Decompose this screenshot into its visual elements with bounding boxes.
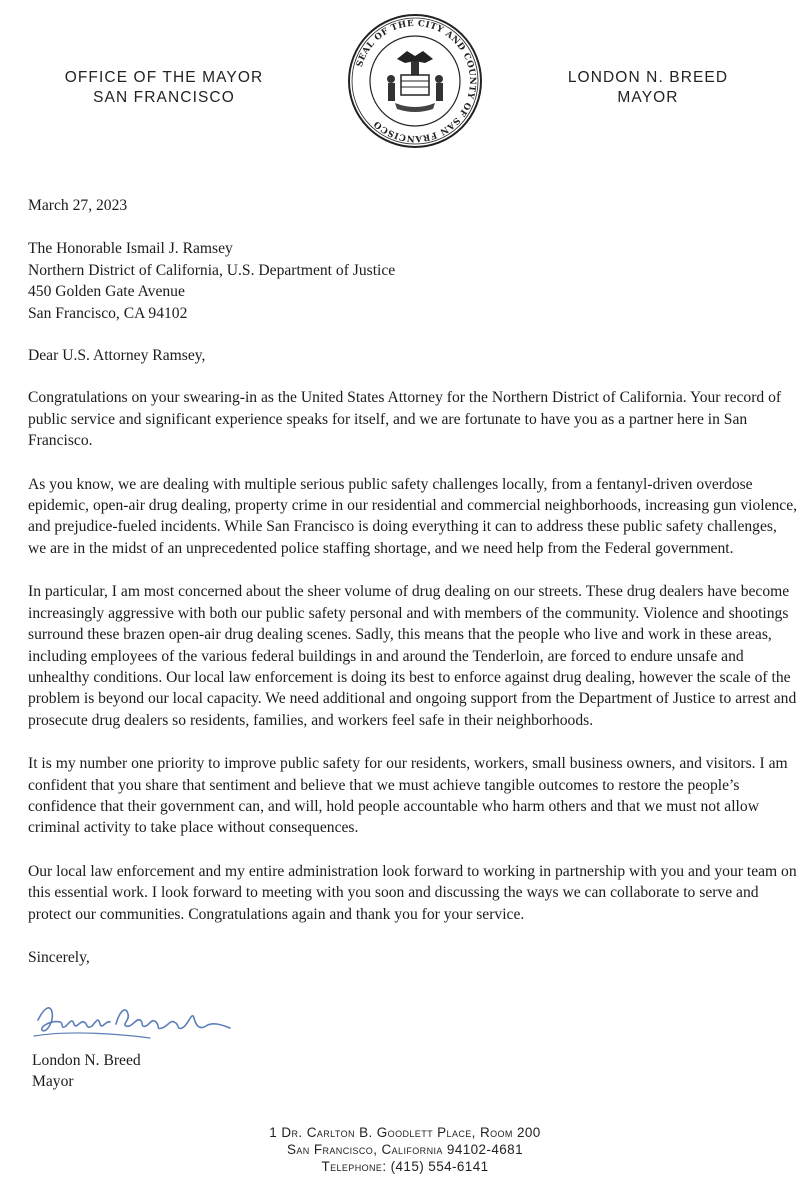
footer-city: San Francisco, California 94102-4681 (287, 1142, 523, 1157)
salutation: Dear U.S. Attorney Ramsey, (28, 347, 206, 365)
office-city: SAN FRANCISCO (93, 89, 235, 106)
recipient-line: The Honorable Ismail J. Ramsey (28, 240, 233, 258)
recipient-line: San Francisco, CA 94102 (28, 304, 188, 322)
office-title: OFFICE OF THE MAYOR (64, 69, 264, 86)
letter-body (28, 195, 798, 968)
recipient-line: 450 Golden Gate Avenue (28, 283, 185, 301)
paragraph-challenges: As you know, we are dealing with multiple serious public safety challenges locally, from a fentanyl-driven overdose epidemic, open-air drug dealing, property crime in our residential and commercial neighborhoods, increasing gun violence, and prejudice-fueled incidents. While San Francisco is doing everything it can to address these public safety challenges, we are in the midst of an unprecedented police staffing shortage, and we need help from the Federal government. (28, 475, 798, 557)
signer-name: London N. Breed (32, 1052, 141, 1069)
mayor-name-header: LONDON N. BREED (567, 69, 729, 86)
letter-footer (190, 1124, 620, 1175)
recipient-line: Northern District of California, U.S. Department of Justice (28, 261, 396, 279)
signature-image (30, 990, 250, 1050)
paragraph-partnership: Our local law enforcement and my entire administration look forward to working in partnership with you and your team on this essential work. I look forward to meeting with you soon and discussing the ways we can collaborate to serve and protect our communities. Congratulations again and thank you for your service. (28, 862, 797, 923)
footer-address: 1 Dr. Carlton B. Goodlett Place, Room 200 (269, 1125, 541, 1140)
closing: Sincerely, (28, 948, 90, 966)
letter-date: March 27, 2023 (28, 197, 128, 214)
signer-block (32, 1050, 141, 1093)
letterhead-office (34, 68, 294, 108)
letterhead-mayor (518, 68, 778, 108)
recipient-address (28, 238, 798, 324)
footer-telephone: Telephone: (415) 554-6141 (321, 1159, 489, 1174)
paragraph-drug-dealing: In particular, I am most concerned about the sheer volume of drug dealing on our streets. These drug dealers have become increasingly aggressive with both our public safety personal and with members of the community. Violence and shootings surround these brazen open-air drug dealing scenes. Sadly, this means that the people who live and work in these areas, including employees of the various federal buildings in and around the Tenderloin, are forced to endure unsafe and unhealthy conditions. Our local law enforcement is doing its best to enforce against drug dealing, however the scale of the problem is beyond our local capacity. We need additional and ongoing support from the Department of Justice to arrest and prosecute drug dealers so residents, families, and workers feel safe in their neighborhoods. (28, 583, 797, 729)
city-seal-icon (345, 11, 485, 151)
svg-text:SEAL OF THE CITY AND COUNTY OF: SEAL OF THE CITY AND COUNTY OF SAN FRANCISCO (354, 18, 478, 144)
mayor-title-header: MAYOR (617, 89, 679, 106)
signer-title: Mayor (32, 1073, 74, 1091)
paragraph-congratulations: Congratulations on your swearing-in as the United States Attorney for the Northern District of California. Your record of public service and significant experience speaks for itself, and we are fortunate to have you as a partner here in San Francisco. (28, 389, 782, 450)
paragraph-priority: It is my number one priority to improve public safety for our residents, workers, small business owners, and visitors. I am confident that you share that sentiment and believe that we must achieve tangible outcomes to restore the people’s confidence that their government can, and will, hold people accountable who harm others and that we must not allow criminal activity to take place without consequences. (28, 755, 788, 837)
